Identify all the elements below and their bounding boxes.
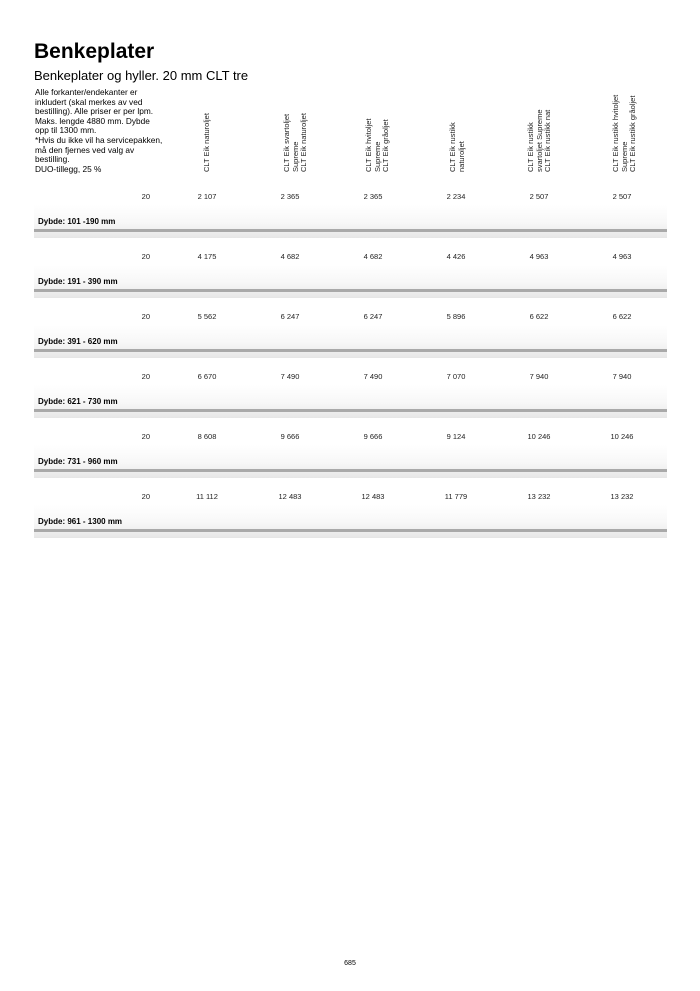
thickness-value: 20 [141, 372, 150, 381]
price-cell: 6 247 [363, 312, 383, 321]
page-title: Benkeplater [34, 40, 155, 63]
price-cell: 8 608 [197, 432, 217, 441]
row-divider [34, 229, 667, 232]
price-cell: 9 666 [363, 432, 383, 441]
column-header-line: Supreme [372, 141, 382, 172]
price-cell: 4 426 [446, 252, 466, 261]
price-cell: 6 670 [197, 372, 217, 381]
price-note [35, 88, 175, 174]
column-header-line: CLT Eik rustikk gråoljet [628, 95, 638, 172]
price-row [34, 305, 667, 365]
depth-range-label: Dybde: 621 - 730 mm [38, 397, 118, 406]
price-row [34, 365, 667, 425]
note-line: bestilling. [35, 154, 70, 165]
note-line: inkludert (skal merkes av ved [35, 96, 143, 107]
column-header [449, 90, 479, 172]
note-line: må den fjernes ved valg av [35, 144, 135, 155]
price-cell: 10 246 [610, 432, 634, 441]
column-header-line: CLT Eik gråoljet [381, 119, 391, 172]
note-line: Alle forkanter/endekanter er [35, 87, 138, 97]
page-subtitle: Benkeplater og hyller. 20 mm CLT tre [34, 68, 249, 83]
price-cell: 4 175 [197, 252, 217, 261]
price-row [34, 245, 667, 305]
price-cell: 4 682 [363, 252, 383, 261]
price-cell: 13 232 [527, 492, 551, 501]
note-line: opp til 1300 mm. [35, 125, 97, 136]
price-cell: 6 247 [280, 312, 300, 321]
price-cell: 12 483 [278, 492, 302, 501]
price-cell: 4 682 [280, 252, 300, 261]
price-cell: 9 124 [446, 432, 466, 441]
row-divider [34, 469, 667, 472]
price-cell: 2 507 [529, 192, 549, 201]
price-row [34, 185, 667, 245]
thickness-value: 20 [141, 252, 150, 261]
note-line: DUO-tillegg, 25 % [35, 163, 102, 174]
row-divider [34, 289, 667, 292]
column-header-line: CLT Eik rustikk nat [543, 109, 553, 172]
price-cell: 5 562 [197, 312, 217, 321]
column-header-line: Supreme [619, 141, 629, 172]
price-cell: 7 940 [529, 372, 549, 381]
note-line: bestilling). Alle priser er per lpm. [35, 106, 154, 117]
row-shading [34, 445, 667, 478]
price-row [34, 485, 667, 545]
column-header-line: svartoljet Supreme [534, 109, 544, 172]
row-divider [34, 529, 667, 532]
row-shading [34, 505, 667, 538]
price-cell: 6 622 [529, 312, 549, 321]
column-header-line: CLT Eik rustikk [448, 122, 457, 172]
column-header-line: Supreme [290, 141, 300, 172]
column-header [612, 90, 642, 172]
price-cell: 2 365 [363, 192, 383, 201]
row-shading [34, 325, 667, 358]
row-divider [34, 409, 667, 412]
price-cell: 5 896 [446, 312, 466, 321]
price-cell: 9 666 [280, 432, 300, 441]
column-header-line: CLT Eik naturoljet [202, 113, 211, 172]
page-number: 685 [344, 960, 356, 967]
price-cell: 7 940 [612, 372, 632, 381]
column-header [283, 90, 313, 172]
price-cell: 11 112 [196, 492, 218, 501]
column-header-line: naturoljet [456, 141, 466, 172]
depth-range-label: Dybde: 391 - 620 mm [38, 337, 118, 346]
column-header-line: CLT Eik rustikk [526, 122, 535, 172]
price-cell: 12 483 [361, 492, 385, 501]
row-divider [34, 349, 667, 352]
column-header-line: CLT Eik hvitoljet [364, 118, 373, 172]
column-header-line: CLT Eik rustikk hvitoljet [611, 94, 620, 172]
price-cell: 7 490 [280, 372, 300, 381]
depth-range-label: Dybde: 731 - 960 mm [38, 457, 118, 466]
column-header-line: CLT Eik svartoljet [282, 113, 291, 172]
price-cell: 10 246 [527, 432, 551, 441]
row-shading [34, 205, 667, 238]
depth-range-label: Dybde: 101 -190 mm [38, 217, 116, 226]
price-cell: 11 779 [444, 492, 468, 501]
price-cell: 7 490 [363, 372, 383, 381]
price-cell: 2 365 [280, 192, 300, 201]
price-cell: 2 507 [612, 192, 632, 201]
thickness-value: 20 [141, 492, 150, 501]
note-line: *Hvis du ikke vil ha servicepakken, [35, 134, 163, 145]
note-line: Maks. lengde 4880 mm. Dybde [35, 115, 150, 126]
thickness-value: 20 [141, 312, 150, 321]
row-shading [34, 265, 667, 298]
column-header [203, 90, 233, 172]
price-cell: 2 234 [446, 192, 466, 201]
price-cell: 7 070 [446, 372, 466, 381]
price-cell: 6 622 [612, 312, 632, 321]
column-header [527, 90, 557, 172]
thickness-value: 20 [141, 192, 150, 201]
price-row [34, 425, 667, 485]
price-cell: 2 107 [197, 192, 217, 201]
column-header-line: CLT Eik naturoljet [299, 113, 309, 172]
depth-range-label: Dybde: 191 - 390 mm [38, 277, 118, 286]
depth-range-label: Dybde: 961 - 1300 mm [38, 517, 123, 526]
thickness-value: 20 [141, 432, 150, 441]
price-cell: 13 232 [610, 492, 634, 501]
column-header [365, 90, 395, 172]
price-cell: 4 963 [612, 252, 632, 261]
row-shading [34, 385, 667, 418]
price-cell: 4 963 [529, 252, 549, 261]
